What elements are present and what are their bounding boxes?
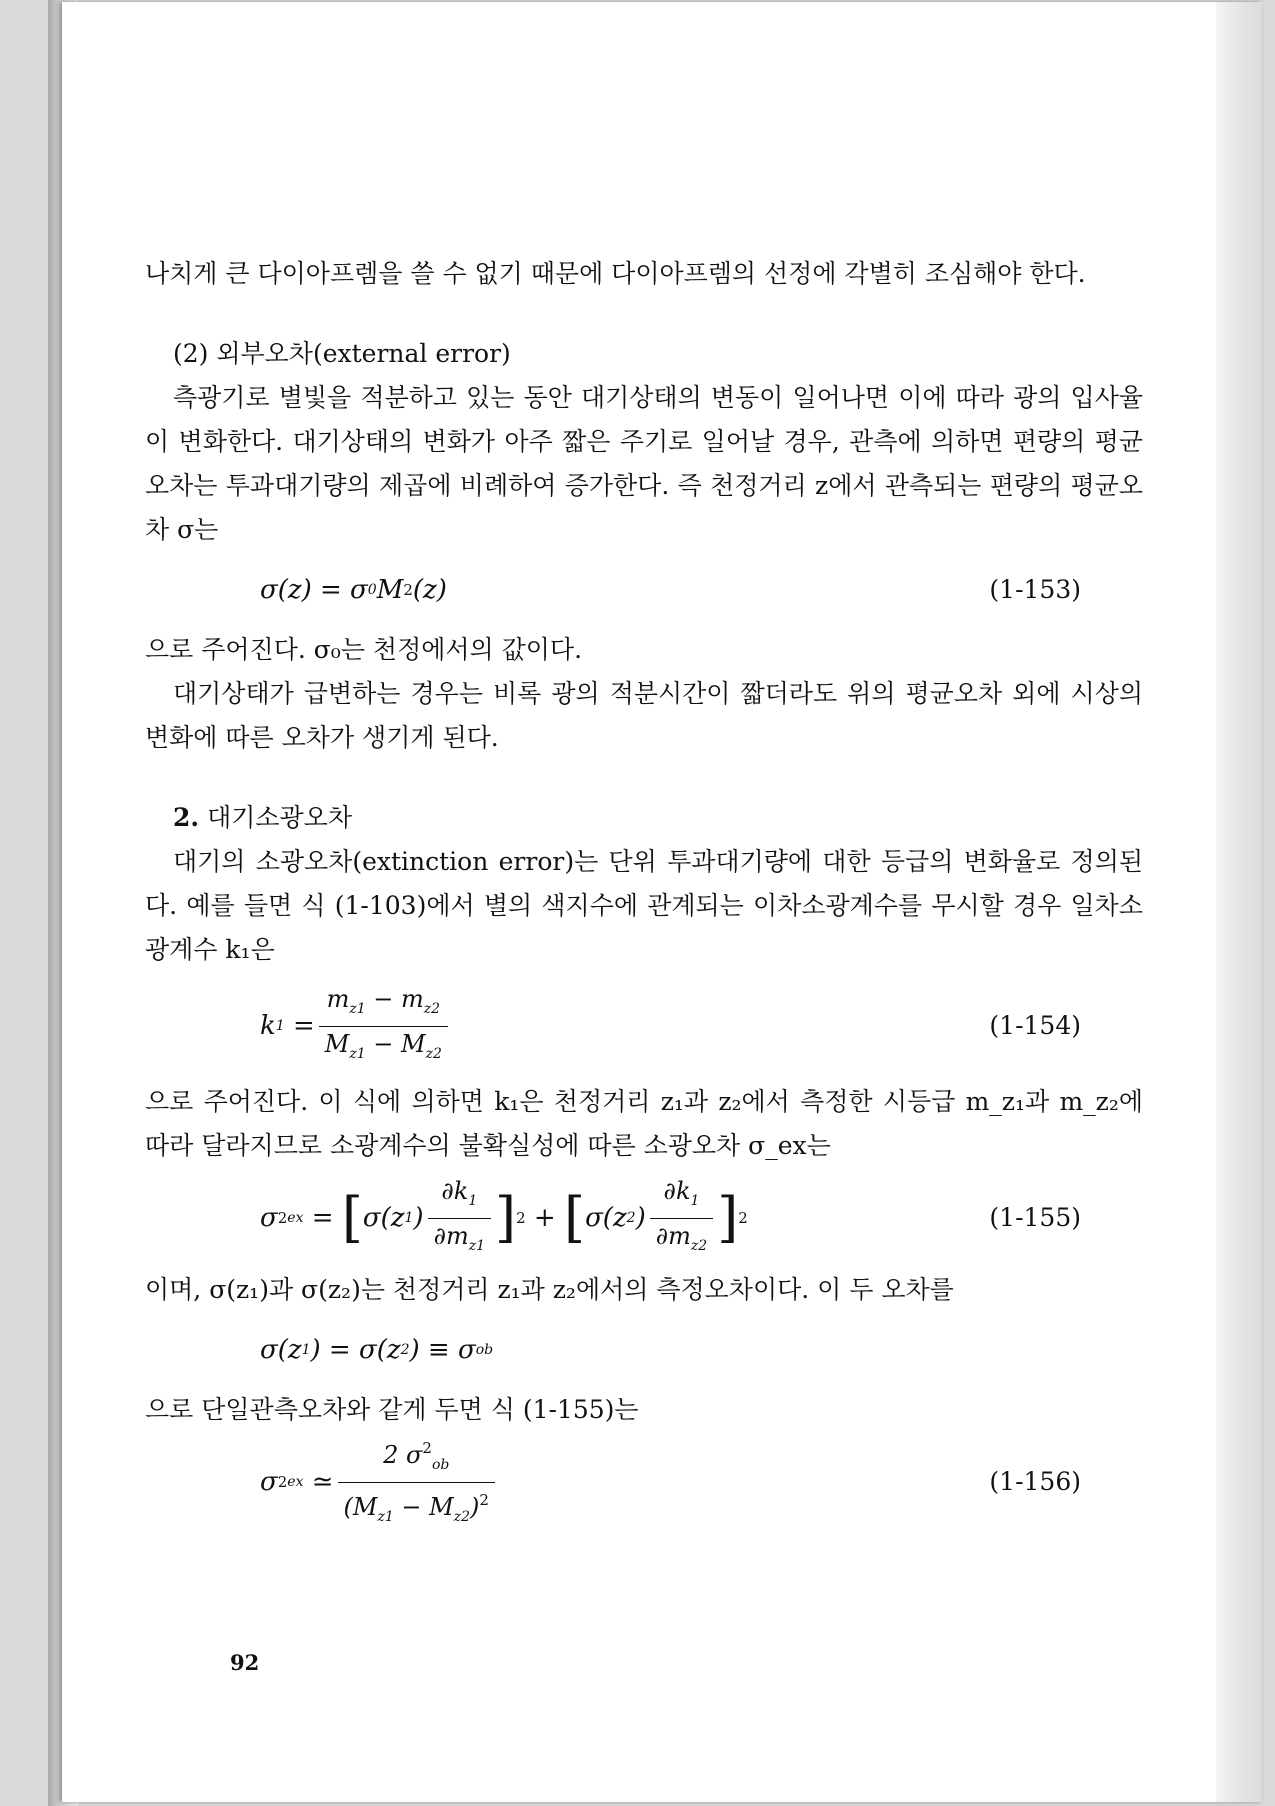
page-number: 92 (230, 1650, 260, 1675)
paragraph-external-error: 측광기로 별빛을 적분하고 있는 동안 대기상태의 변동이 일어나면 이에 따라 광의 입사율이 변화한다. 대기상태의 변화가 아주 짧은 주기로 일어날 경우, 관측에 의하면 편량의 평균오차는 투과대기량의 제곱에 비례하여 증가한다. 즉 천정거리 z에서 관측되는 편량의 평균오차 σ는 (145, 383, 1143, 544)
heading-number: 2. (173, 803, 200, 832)
equation-1-154: k 1 = $\frac{m_{z1} - m_{z2}}{M_{z1} - M_{z2}}$ (1-154) (145, 988, 1143, 1064)
paragraph-seeing: 대기상태가 급변하는 경우는 비록 광의 적분시간이 짧더라도 위의 평균오차 외에 시상의 변화에 따른 오차가 생기게 된다. (145, 679, 1143, 752)
heading-external-error: (2) 외부오차(external error) (173, 339, 511, 368)
paragraph-measurement-error: 이며, σ(z₁)과 σ(z₂)는 천정거리 z₁과 z₂에서의 측정오차이다. 이 두 오차를 (145, 1275, 954, 1304)
equation-number: (1-156) (989, 1467, 1081, 1496)
equation-1-156: σ 2 ex ≃ $\frac{2 \sigma^2_{ob}}{(M_{z1} - M_{z2})^2}$ (1-156) (145, 1432, 1143, 1532)
heading-extinction-error (145, 796, 1143, 840)
equation-1-153: σ(z) = σ 0 M 2 (z) (1-153) (145, 552, 1143, 628)
paragraph-diaphragm: 나치게 큰 다이아프렘을 쓸 수 없기 때문에 다이아프렘의 선정에 각별히 조심해야 한다. (145, 259, 1086, 288)
heading-text: 대기소광오차 (207, 803, 352, 832)
paragraph-single-obs: 으로 단일관측오차와 같게 두면 식 (1-155)는 (145, 1395, 639, 1424)
paragraph-sigma0: 으로 주어진다. σ₀는 천정에서의 값이다. (145, 635, 583, 664)
equation-number: (1-155) (989, 1203, 1081, 1232)
equation-number: (1-153) (989, 575, 1081, 604)
equation-sigma-ob: σ(z 1 ) = σ(z 2 ) ≡ σ ob (260, 1335, 494, 1365)
page-content (145, 252, 1143, 1532)
paragraph-k1: 으로 주어진다. 이 식에 의하면 k₁은 천정거리 z₁과 z₂에서 측정한 시등급 m_z₁과 m_z₂에 따라 달라지므로 소광계수의 불확실성에 따른 소광오차 σ_ex는 (145, 1087, 1143, 1160)
paragraph-extinction: 대기의 소광오차(extinction error)는 단위 투과대기량에 대한 등급의 변화율로 정의된다. 예를 들면 식 (1-103)에서 별의 색지수에 관계되는 이차소광계수를 무시할 경우 일차소광계수 k₁은 (145, 847, 1143, 964)
equation-1-155: σ 2 ex = [ σ(z 1 ) $\frac{\partial k_1}{\partial m_{z1}}$ ] 2 + [ σ(z 2 ) $\frac{\partial k_1}{\partial m_{z2}}$ ] 2 (1-155) (145, 1168, 1143, 1268)
page-right-shadow (1216, 2, 1262, 1802)
equation-number: (1-154) (989, 1011, 1081, 1040)
